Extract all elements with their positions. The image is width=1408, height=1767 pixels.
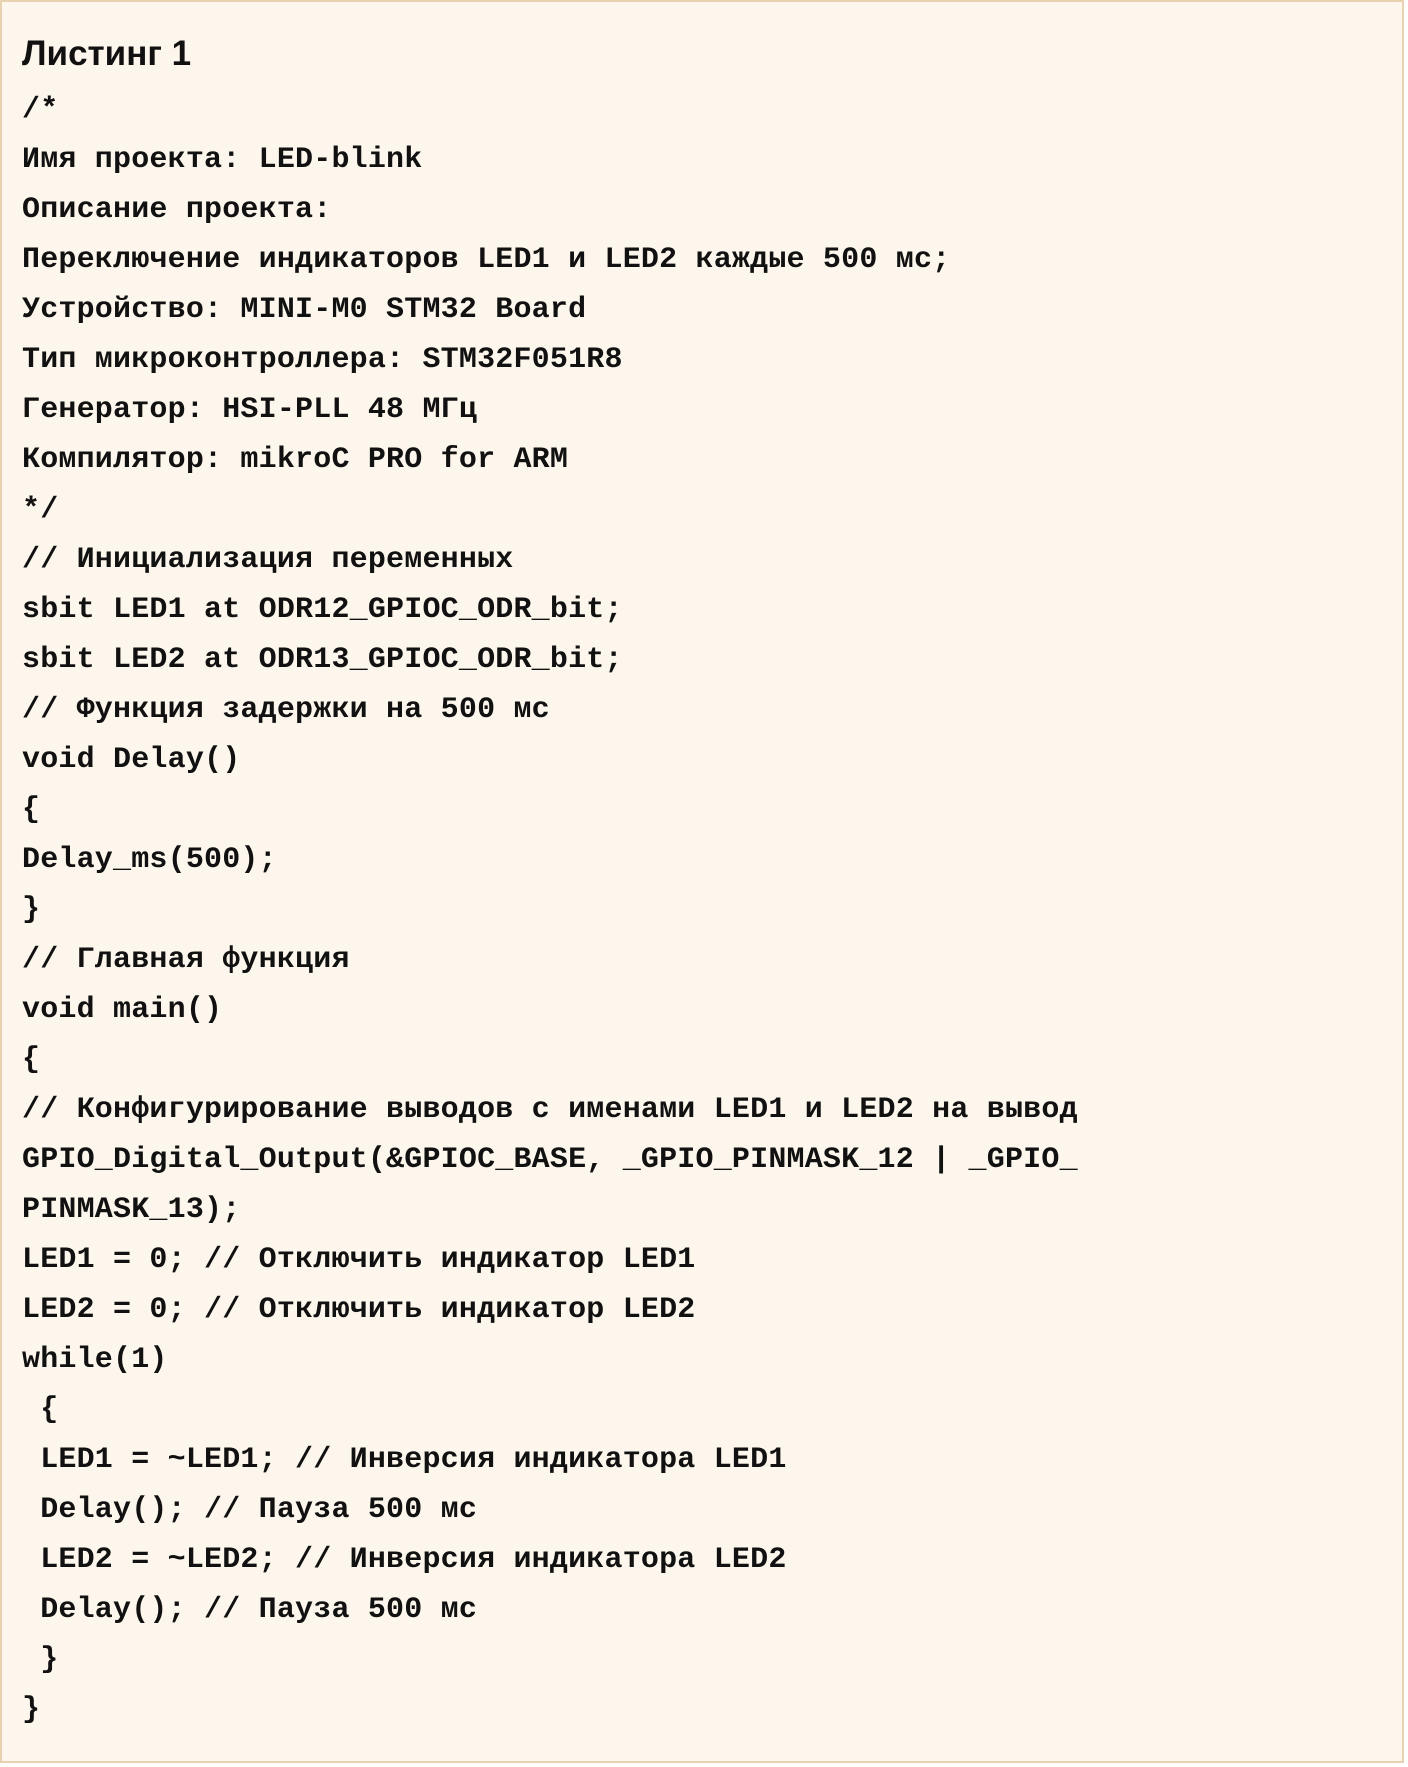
code-line: void Delay() [22,743,241,777]
code-line: } [22,1693,41,1727]
code-line: Delay_ms(500); [22,843,277,877]
code-line: /* [22,93,59,127]
code-line: LED2 = 0; // Отключить индикатор LED2 [22,1293,696,1327]
code-line: Компилятор: mikroC PRO for ARM [22,443,569,477]
code-line: LED1 = 0; // Отключить индикатор LED1 [22,1243,696,1277]
code-line: LED2 = ~LED2; // Инверсия индикатора LED2 [22,1543,787,1577]
code-line: LED1 = ~LED1; // Инверсия индикатора LED1 [22,1443,787,1477]
code-line: // Функция задержки на 500 мс [22,693,550,727]
code-line: */ [22,493,59,527]
code-line: // Инициализация переменных [22,543,514,577]
code-line: // Главная функция [22,943,350,977]
code-line: } [22,1643,59,1677]
code-line: Имя проекта: LED-blink [22,143,423,177]
code-line: { [22,1393,59,1427]
code-line: while(1) [22,1343,168,1377]
code-line: sbit LED1 at ODR12_GPIOC_ODR_bit; [22,593,623,627]
code-line: { [22,793,41,827]
code-line: void main() [22,993,223,1027]
code-line: } [22,893,41,927]
code-line: Переключение индикаторов LED1 и LED2 каждые 500 мс; [22,243,951,277]
code-block [22,85,1078,1735]
code-line: Генератор: HSI-PLL 48 МГц [22,393,478,427]
code-line: Тип микроконтроллера: STM32F051R8 [22,343,623,377]
code-line: Delay(); // Пауза 500 мс [22,1493,478,1527]
listing-title: Листинг 1 [22,34,192,73]
code-line: Delay(); // Пауза 500 мс [22,1593,478,1627]
code-line: Устройство: MINI-M0 STM32 Board [22,293,587,327]
code-line: sbit LED2 at ODR13_GPIOC_ODR_bit; [22,643,623,677]
code-line: GPIO_Digital_Output(&GPIOC_BASE, _GPIO_PINMASK_12 | _GPIO_ [22,1143,1078,1177]
code-line: { [22,1043,41,1077]
code-line: Описание проекта: [22,193,332,227]
code-line: // Конфигурирование выводов с именами LED1 и LED2 на вывод [22,1093,1078,1127]
code-line: PINMASK_13); [22,1193,241,1227]
